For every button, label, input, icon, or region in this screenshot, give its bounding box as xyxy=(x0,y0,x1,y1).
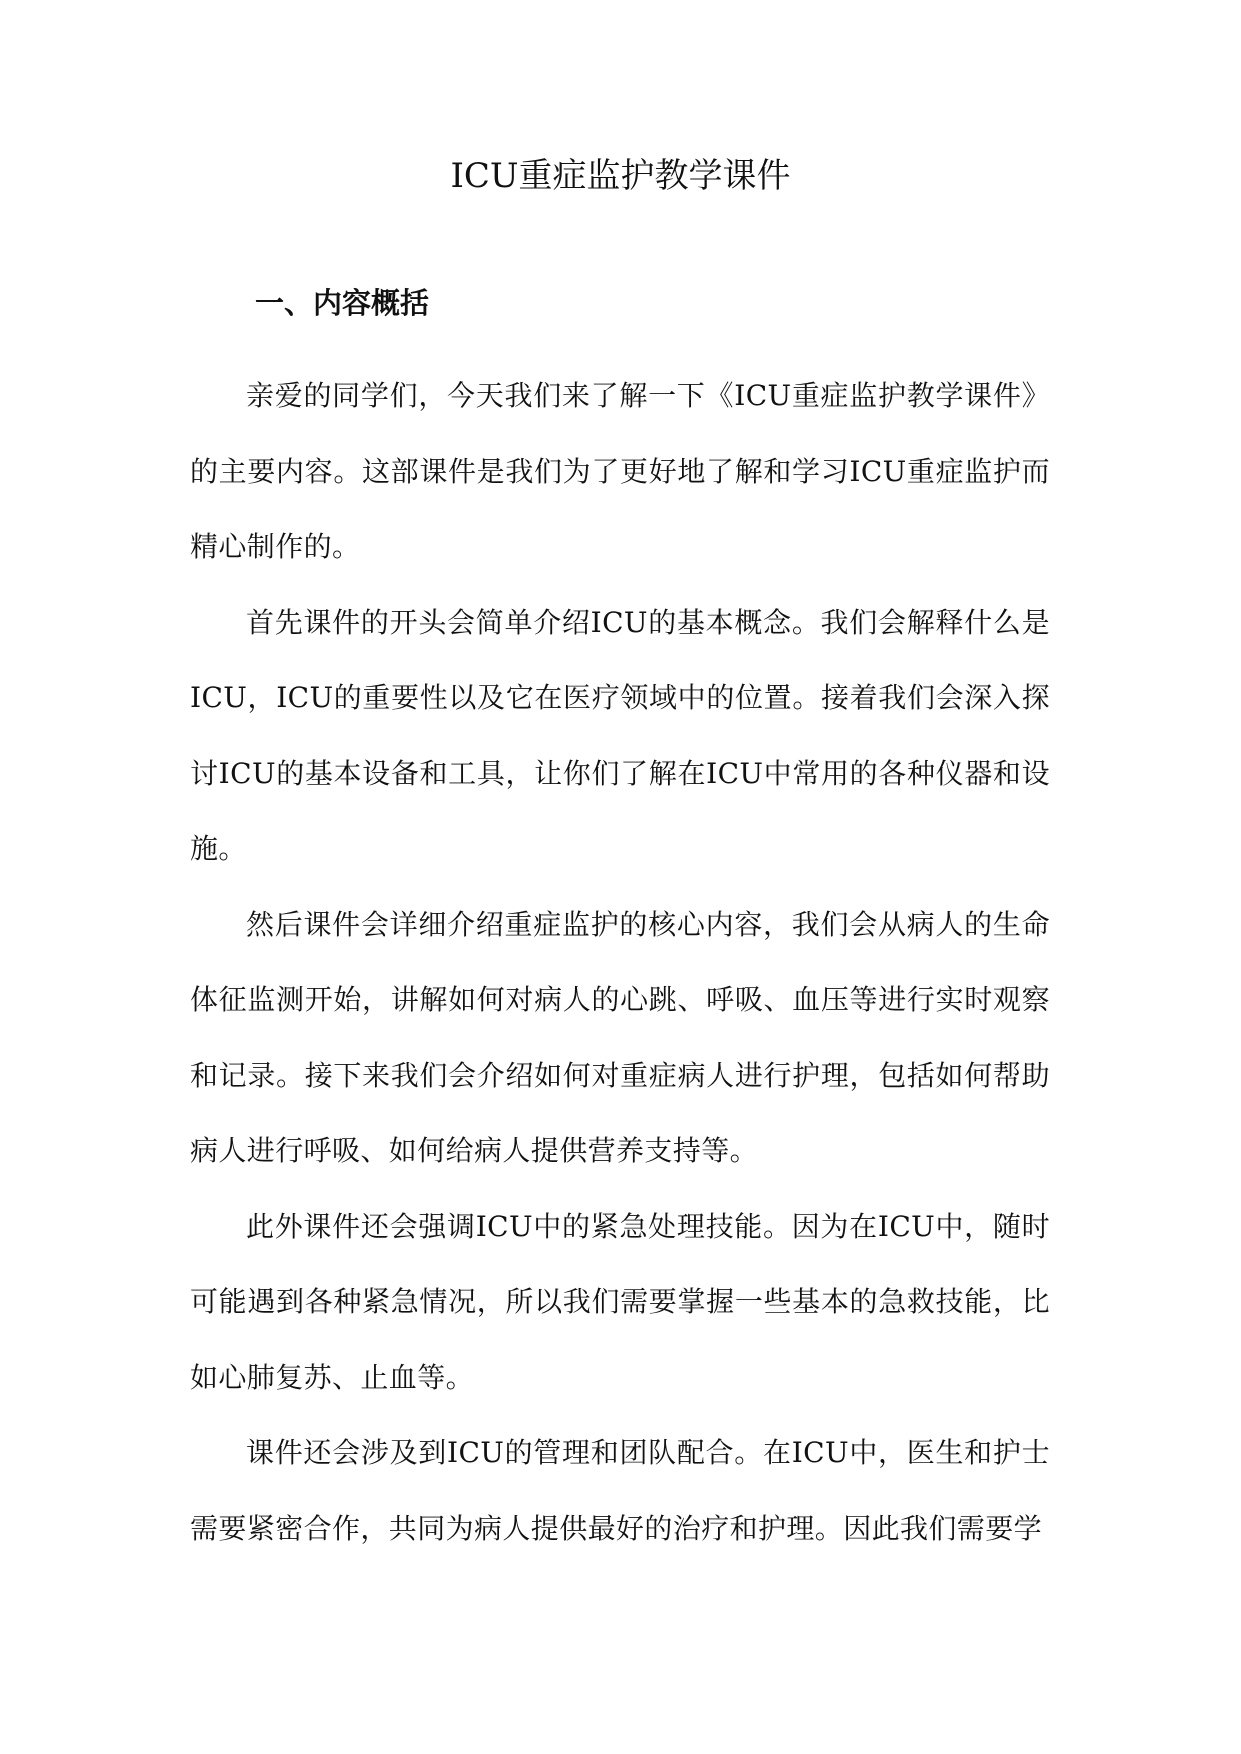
section-heading: 一、内容概括 xyxy=(255,286,430,320)
paragraph: 首先课件的开头会简单介绍ICU的基本概念。我们会解释什么是ICU，ICU的重要性以及它在医疗领域中的位置。接着我们会深入探讨ICU的基本设备和工具，让你们了解在ICU中常用的各种仪器和设施。 xyxy=(190,605,1050,865)
paragraph: 课件还会涉及到ICU的管理和团队配合。在ICU中，医生和护士需要紧密合作，共同为病人提供最好的治疗和护理。因此我们需要学 xyxy=(190,1436,1050,1545)
paragraph: 然后课件会详细介绍重症监护的核心内容，我们会从病人的生命体征监测开始，讲解如何对病人的心跳、呼吸、血压等进行实时观察和记录。接下来我们会介绍如何对重症病人进行护理，包括如何帮助病人进行呼吸、如何给病人提供营养支持等。 xyxy=(190,907,1050,1167)
paragraph: 此外课件还会强调ICU中的紧急处理技能。因为在ICU中，随时可能遇到各种紧急情况，所以我们需要掌握一些基本的急救技能，比如心肺复苏、止血等。 xyxy=(190,1209,1050,1394)
document-title: ICU重症监护教学课件 xyxy=(450,156,791,196)
paragraph: 亲爱的同学们，今天我们来了解一下《ICU重症监护教学课件》的主要内容。这部课件是我们为了更好地了解和学习ICU重症监护而精心制作的。 xyxy=(190,379,1050,563)
body-text xyxy=(190,358,1050,1566)
